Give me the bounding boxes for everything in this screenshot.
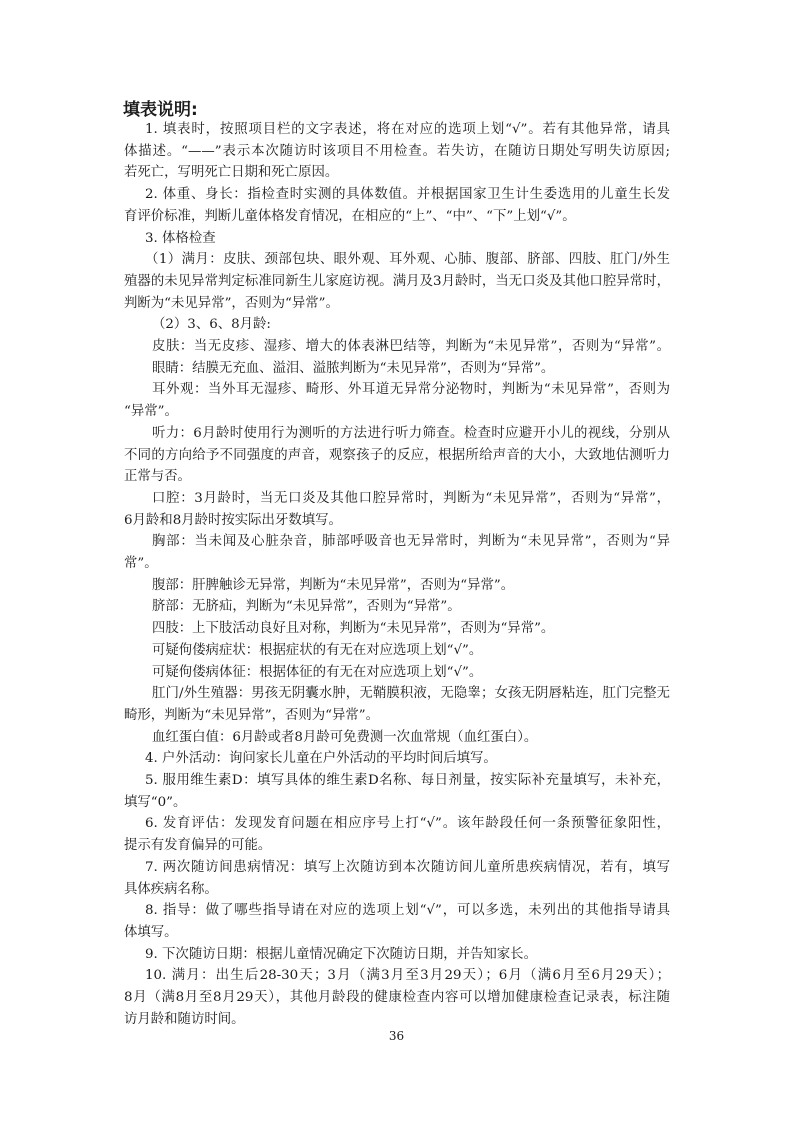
text-line: 皮肤：当无皮疹、湿疹、增大的体表淋巴结等，判断为“未见异常”，否则为“异常”。 [152, 339, 670, 354]
text-line: 2. 体重、身长：指检查时实测的具体数值。并根据国家卫生计生委选用的儿童生长发 [145, 187, 670, 202]
text-line: 1. 填表时，按照项目栏的文字表述，将在对应的选项上划“√”。若有其他异常，请具 [145, 122, 670, 137]
text-line: 耳外观：当外耳无湿疹、畸形、外耳道无异常分泌物时，判断为“未见异常”，否则为 [152, 382, 670, 397]
text-line: 具体疾病名称。 [124, 882, 218, 897]
text-line: 育评价标准，判断儿童体格发育情况，在相应的“上”、“中”、“下”上划“√”。 [124, 209, 576, 224]
text-line: 体描述。“——”表示本次随访时该项目不用检查。若失访，在随访日期处写明失访原因; [124, 144, 670, 159]
text-line: 眼睛：结膜无充血、溢泪、溢脓判断为“未见异常”，否则为“异常”。 [152, 361, 555, 376]
text-line: 7. 两次随访间患病情况：填写上次随访到本次随访间儿童所患疾病情况，若有，填写 [145, 860, 670, 875]
text-line: 畸形，判断为“未见异常”，否则为“异常”。 [124, 708, 380, 723]
text-line: 6. 发育评估：发现发育问题在相应序号上打“√”。该年龄段任何一条预警征象阳性， [145, 816, 670, 831]
text-line: 10. 满月：出生后28-30天；3月（满3月至3月29天）；6月（满6月至6月29天）； [145, 968, 670, 983]
text-line: 口腔：3月龄时，当无口炎及其他口腔异常时，判断为“未见异常”，否则为“异常”， [152, 491, 670, 506]
text-line: 若死亡，写明死亡日期和死亡原因。 [124, 165, 339, 180]
text-line: 肛门/外生殖器：男孩无阴囊水肿，无鞘膜积液，无隐睾；女孩无阴唇粘连，肛门完整无 [152, 686, 670, 701]
text-line: （2）3、6、8月龄: [152, 317, 271, 332]
text-line: 可疑佝偻病症状：根据症状的有无在对应选项上划“√”。 [152, 643, 483, 658]
text-line: 脐部：无脐疝，判断为“未见异常”，否则为“异常”。 [152, 599, 461, 614]
page-heading: 填表说明: [123, 100, 198, 120]
text-line: 访月龄和随访时间。 [124, 1012, 245, 1027]
text-line: 5. 服用维生素D：填写具体的维生素D名称、每日剂量，按实际补充量填写，未补充， [145, 773, 670, 788]
page-number: 36 [388, 1029, 405, 1043]
text-line: （1）满月：皮肤、颈部包块、眼外观、耳外观、心肺、腹部、脐部、四肢、肛门/外生 [145, 252, 670, 267]
text-line: 四肢：上下肢活动良好且对称，判断为“未见异常”，否则为“异常”。 [152, 621, 555, 636]
text-line: 填写“0”。 [124, 795, 187, 810]
text-line: 判断为“未见异常”，否则为“异常”。 [124, 296, 339, 311]
text-line: 6月龄和8月龄时按实际出牙数填写。 [124, 513, 342, 528]
text-line: 8. 指导：做了哪些指导请在对应的选项上划“√”，可以多选，未列出的其他指导请具 [145, 903, 670, 918]
text-line: 正常与否。 [124, 469, 191, 484]
text-line: “异常”。 [124, 404, 178, 419]
text-line: 3. 体格检查 [145, 231, 216, 246]
text-line: 体填写。 [124, 925, 178, 940]
text-line: 殖器的未见异常判定标准同新生儿家庭访视。满月及3月龄时，当无口炎及其他口腔异常时， [124, 274, 670, 289]
text-line: 8月（满8月至8月29天），其他月龄段的健康检查内容可以增加健康检查记录表，标注随 [124, 990, 670, 1005]
text-line: 腹部：肝脾触诊无异常，判断为“未见异常”，否则为“异常”。 [152, 578, 515, 593]
text-line: 4. 户外活动：询问家长儿童在户外活动的平均时间后填写。 [145, 751, 497, 766]
text-line: 9. 下次随访日期：根据儿童情况确定下次随访日期，并告知家长。 [145, 947, 537, 962]
text-line: 听力：6月龄时使用行为测听的方法进行听力筛查。检查时应避开小儿的视线，分别从 [152, 426, 670, 441]
text-line: 不同的方向给予不同强度的声音，观察孩子的反应，根据所给声音的大小，大致地估测听力 [124, 448, 670, 463]
text-line: 可疑佝偻病体征：根据体征的有无在对应选项上划“√”。 [152, 665, 483, 680]
text-line: 提示有发育偏异的可能。 [124, 838, 272, 853]
text-line: 常”。 [124, 556, 158, 571]
text-line: 胸部：当未闻及心脏杂音，肺部呼吸音也无异常时，判断为“未见异常”，否则为“异 [152, 534, 670, 549]
text-line: 血红蛋白值：6月龄或者8月龄可免费测一次血常规（血红蛋白）。 [152, 730, 538, 745]
